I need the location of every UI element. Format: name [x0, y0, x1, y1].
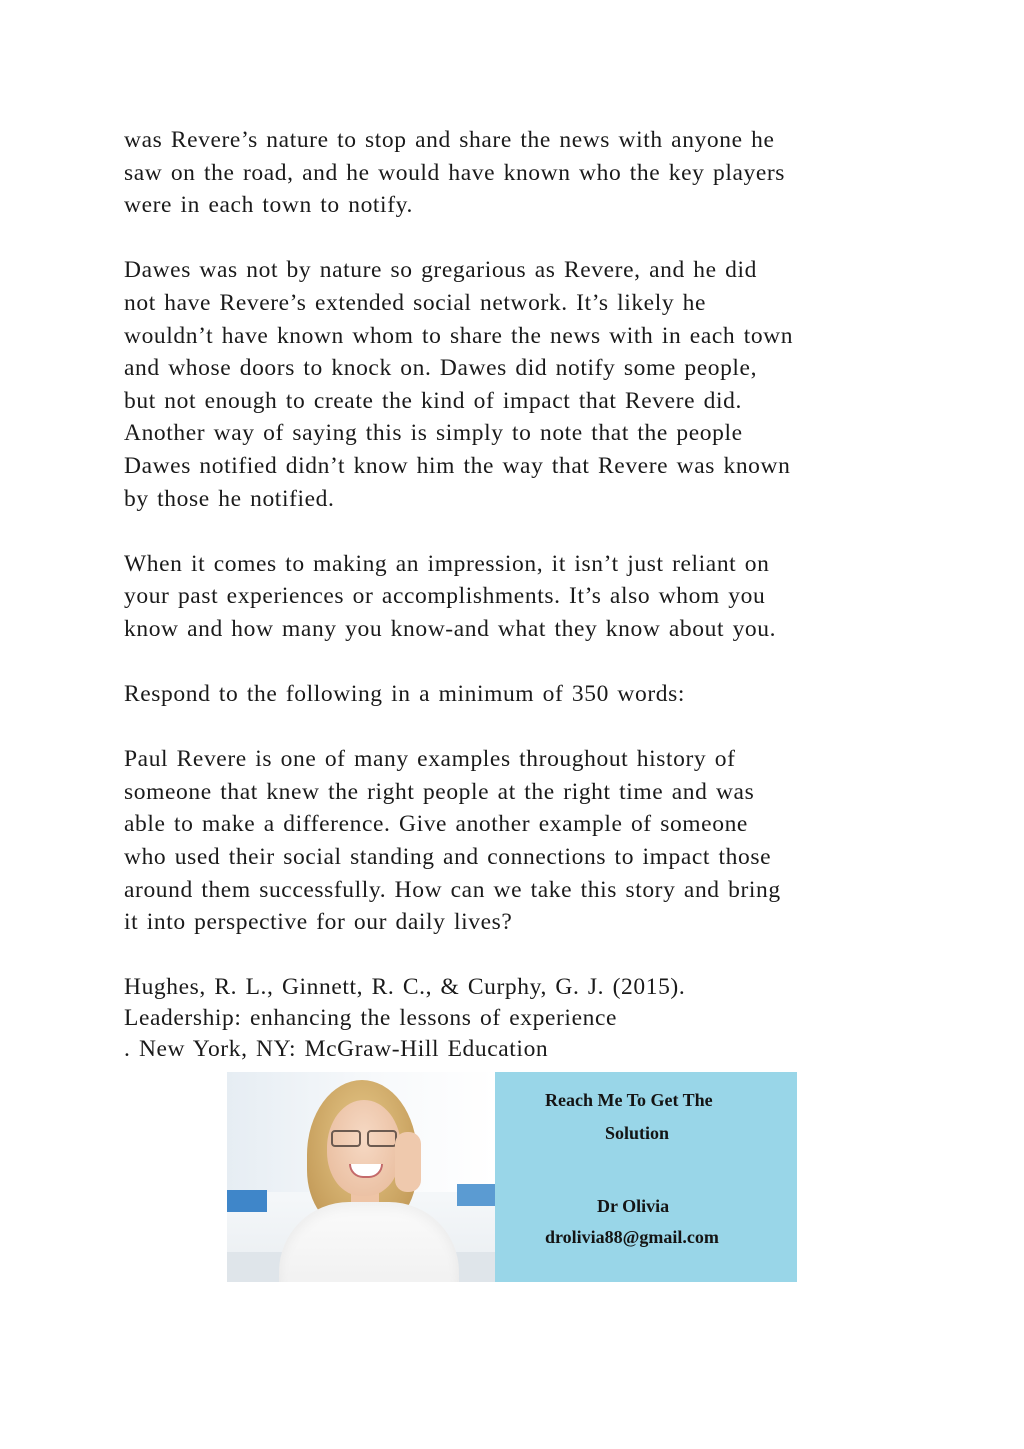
- contact-banner: [227, 1072, 797, 1282]
- photo-decor: [457, 1184, 495, 1206]
- text-line: your past experiences or accomplishments. It’s also whom you: [124, 583, 766, 610]
- text-line: not have Revere’s extended social network. It’s likely he: [124, 289, 707, 316]
- text-line: by those he notified.: [124, 485, 335, 512]
- paragraph-instructions: [124, 678, 914, 711]
- glasses-icon: [331, 1130, 397, 1144]
- paragraph-prompt: [124, 743, 914, 939]
- paragraph-dawes: [124, 254, 914, 515]
- text-line: someone that knew the right people at the right time and was: [124, 778, 755, 805]
- banner-email[interactable]: drolivia88@gmail.com: [545, 1227, 719, 1247]
- photo-decor: [227, 1190, 267, 1212]
- text-line: around them successfully. How can we take this story and bring: [124, 876, 781, 903]
- text-line: it into perspective for our daily lives?: [124, 909, 513, 936]
- paragraph-revere-nature: [124, 124, 914, 222]
- contact-panel: [495, 1072, 797, 1282]
- text-line: When it comes to making an impression, it isn’t just reliant on: [124, 550, 770, 577]
- text-line: wouldn’t have known whom to share the news with in each town: [124, 322, 794, 349]
- banner-heading-line1: Reach Me To Get The: [545, 1090, 713, 1110]
- paragraph-impression: [124, 548, 914, 646]
- text-line: Respond to the following in a minimum of 350 words:: [124, 681, 685, 708]
- text-line: Hughes, R. L., Ginnett, R. C., & Curphy, G. J. (2015).: [124, 974, 686, 1001]
- photo-face: [327, 1100, 401, 1196]
- text-line: were in each town to notify.: [124, 192, 413, 219]
- text-line: Another way of saying this is simply to note that the people: [124, 420, 743, 447]
- document-body: [124, 124, 914, 1064]
- text-line: Dawes notified didn’t know him the way that Revere was known: [124, 452, 791, 479]
- photo-hand: [395, 1132, 421, 1192]
- text-line: . New York, NY: McGraw-Hill Education: [124, 1036, 549, 1063]
- banner-name: Dr Olivia: [597, 1196, 670, 1216]
- woman-photo: [227, 1072, 495, 1282]
- text-line: and whose doors to knock on. Dawes did notify some people,: [124, 355, 758, 382]
- text-line: Dawes was not by nature so gregarious as Revere, and he did: [124, 257, 757, 284]
- text-line: but not enough to create the kind of impact that Revere did.: [124, 387, 742, 414]
- text-line: who used their social standing and connections to impact those: [124, 844, 772, 871]
- text-line: was Revere’s nature to stop and share the news with anyone he: [124, 127, 775, 153]
- reference-citation: [124, 971, 914, 1064]
- text-line: able to make a difference. Give another example of someone: [124, 811, 748, 838]
- photo-blouse: [279, 1202, 459, 1282]
- text-line: Paul Revere is one of many examples throughout history of: [124, 746, 736, 773]
- text-line: Leadership: enhancing the lessons of experience: [124, 1005, 618, 1032]
- text-line: saw on the road, and he would have known who the key players: [124, 159, 786, 186]
- banner-heading-line2: Solution: [605, 1123, 670, 1143]
- text-line: know and how many you know-and what they know about you.: [124, 615, 777, 642]
